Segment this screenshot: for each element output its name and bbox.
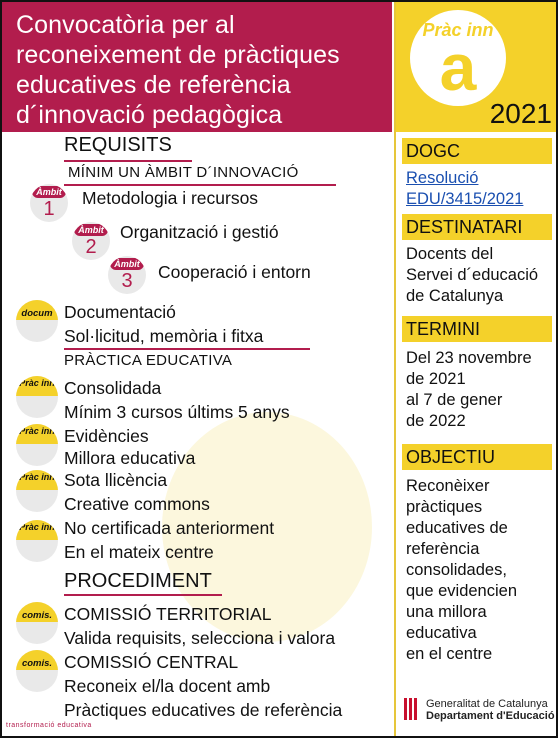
dogc-body — [406, 168, 556, 210]
practica-4-detail: En el mateix centre — [64, 542, 214, 562]
comissio-central-title: COMISSIÓ CENTRAL — [64, 652, 239, 672]
header-banner — [2, 2, 392, 132]
practica-title: PRÀCTICA EDUCATIVA — [64, 352, 233, 369]
practica-3-detail: Creative commons — [64, 494, 210, 514]
comis-badge-1: comis. — [16, 602, 58, 644]
requisits-title: REQUISITS — [64, 134, 172, 156]
practica-1-detail: Mínim 3 cursos últims 5 anys — [64, 402, 290, 422]
termini-heading: TERMINI — [402, 316, 552, 342]
documentacio-detail: Sol·licitud, memòria i fitxa — [64, 326, 264, 346]
dogc-heading: DOGC — [402, 138, 552, 164]
documentacio-title: Documentació — [64, 302, 176, 322]
comissio-territorial-detail: Valida requisits, selecciona i valora — [64, 628, 336, 648]
ambit-3-text: Cooperació i entorn — [158, 262, 311, 282]
practica-3-title: Sota llicència — [64, 470, 168, 490]
pracinn-badge-3: Pràc inn — [16, 470, 58, 512]
ambit-2-badge: Àmbit 2 — [72, 222, 110, 260]
senyera-icon — [404, 698, 420, 720]
practica-2-title: Evidències — [64, 426, 149, 446]
pracinn-logo-area — [396, 2, 558, 132]
ambit-2-text: Organització i gestió — [120, 222, 279, 242]
procediment-underline — [64, 594, 222, 596]
practica-4-title: No certificada anteriorment — [64, 518, 275, 538]
dogc-link[interactable]: Resolució EDU/3415/2021 — [406, 169, 524, 208]
pracinn-logo: Pràc inn a — [410, 10, 506, 106]
practica-2-detail: Millora educativa — [64, 448, 196, 468]
ambit-1-text: Metodologia i recursos — [82, 188, 259, 208]
docum-badge: docum — [16, 300, 58, 342]
requisits-underline — [64, 160, 192, 162]
generalitat-logo: Generalitat de Catalunya Departament d'Educació — [404, 696, 556, 726]
main-content — [2, 132, 394, 738]
comissio-territorial-title: COMISSIÓ TERRITORIAL — [64, 604, 272, 624]
objectiu-body: Reconèixer pràctiques educatives de referència consolidades, que evidencien una millora educativa en el centre — [406, 477, 518, 663]
transformacio-logo: transformació educativa — [6, 722, 92, 729]
pracinn-badge-2: Pràc inn — [16, 424, 58, 466]
destinatari-heading: DESTINATARI — [402, 214, 552, 240]
objectiu-heading: OBJECTIU — [402, 444, 552, 470]
requisits-subtitle: MÍNIM UN ÀMBIT D´INNOVACIÓ — [68, 164, 299, 181]
comissio-central-detail-1: Reconeix el/la docent amb — [64, 676, 271, 696]
subtitle-underline — [64, 184, 336, 186]
termini-body: Del 23 novembre de 2021 al 7 de gener de 2022 — [406, 349, 532, 430]
year-label: 2021 — [489, 98, 552, 129]
procediment-title: PROCEDIMENT — [64, 570, 212, 592]
destinatari-body: Docents del Servei d´educació de Catalunya — [406, 245, 539, 305]
ambit-3-badge: Àmbit 3 — [108, 256, 146, 294]
ambit-1-badge: Àmbit 1 — [30, 184, 68, 222]
pracinn-badge-1: Pràc inn — [16, 376, 58, 418]
page-title: Convocatòria per al reconeixement de pràctiques educatives de referència d´innovació pedagògica — [16, 11, 340, 129]
pracinn-badge-4: Pràc inn — [16, 520, 58, 562]
comissio-central-detail-2: Pràctiques educatives de referència — [64, 700, 343, 720]
practica-1-title: Consolidada — [64, 378, 162, 398]
comis-badge-2: comis. — [16, 650, 58, 692]
documentacio-underline — [64, 348, 310, 350]
sidebar — [394, 2, 558, 738]
